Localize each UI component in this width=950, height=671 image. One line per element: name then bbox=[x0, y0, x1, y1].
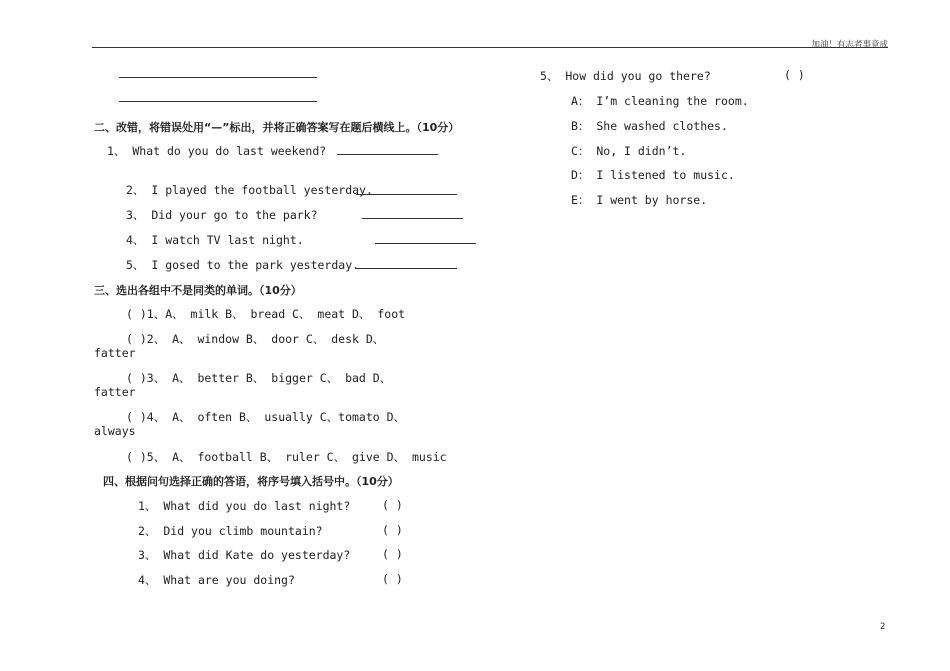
s3-item-1: ( )1、A、 milk B、 bread C、 meat D、 foot bbox=[126, 307, 406, 321]
page-number: 2 bbox=[880, 622, 886, 632]
s4-question-3: 3、 What did Kate do yesterday? bbox=[138, 548, 351, 562]
s2-blank-1[interactable] bbox=[337, 154, 438, 155]
header-rule bbox=[92, 47, 888, 48]
s4-paren-5[interactable]: ( ) bbox=[784, 68, 805, 82]
s4-question-4: 4、 What are you doing? bbox=[138, 573, 295, 587]
header-motto: 加油！有志者事竟成 bbox=[811, 40, 888, 50]
answer-line-1 bbox=[119, 77, 317, 78]
s2-item-4: 4、 I watch TV last night. bbox=[126, 233, 304, 247]
s2-blank-2[interactable] bbox=[356, 194, 457, 195]
s4-option-d: D： I listened to music. bbox=[571, 168, 735, 182]
s2-blank-5[interactable] bbox=[356, 268, 457, 269]
s3-item-2: ( )2、 A、 window B、 door C、 desk D、 bbox=[126, 332, 385, 346]
s3-item-3-cont: fatter bbox=[94, 385, 136, 399]
s2-item-3: 3、 Did your go to the park? bbox=[126, 208, 318, 222]
s2-item-5: 5、 I gosed to the park yesterday. bbox=[126, 258, 360, 272]
s2-blank-3[interactable] bbox=[362, 218, 463, 219]
s4-paren-3[interactable]: ( ) bbox=[382, 547, 403, 561]
answer-line-2 bbox=[119, 101, 317, 102]
s3-item-2-cont: fatter bbox=[94, 346, 136, 360]
s2-item-1: 1、 What do you do last weekend? bbox=[107, 144, 327, 158]
s2-blank-4[interactable] bbox=[375, 243, 476, 244]
section4-title: 四、根据问句选择正确的答语，将序号填入括号中。（10分） bbox=[103, 475, 399, 488]
s2-item-2: 2、 I played the football yesterday. bbox=[126, 183, 373, 197]
s4-paren-4[interactable]: ( ) bbox=[382, 572, 403, 586]
s3-item-4-cont: always bbox=[94, 424, 136, 438]
s3-item-4: ( )4、 A、 often B、 usually C、tomato D、 bbox=[126, 410, 406, 424]
section3-title: 三、选出各组中不是同类的单词。（10分） bbox=[94, 284, 302, 297]
s4-option-b: B： She washed clothes. bbox=[571, 119, 728, 133]
s3-item-5: ( )5、 A、 football B、 ruler C、 give D、 music bbox=[126, 450, 447, 464]
s4-question-2: 2、 Did you climb mountain? bbox=[138, 524, 323, 538]
section2-title: 二、改错，将错误处用“—”标出，并将正确答案写在题后横线上。（10分） bbox=[94, 121, 460, 134]
s4-paren-1[interactable]: ( ) bbox=[382, 498, 403, 512]
s4-option-c: C： No, I didn’t. bbox=[571, 144, 687, 158]
s3-item-3: ( )3、 A、 better B、 bigger C、 bad D、 bbox=[126, 371, 392, 385]
s4-question-1: 1、 What did you do last night? bbox=[138, 499, 351, 513]
s4-option-a: A： I’m cleaning the room. bbox=[571, 94, 749, 108]
s4-question-5: 5、 How did you go there? bbox=[540, 69, 711, 83]
s4-paren-2[interactable]: ( ) bbox=[382, 523, 403, 537]
s4-option-e: E： I went by horse. bbox=[571, 193, 708, 207]
